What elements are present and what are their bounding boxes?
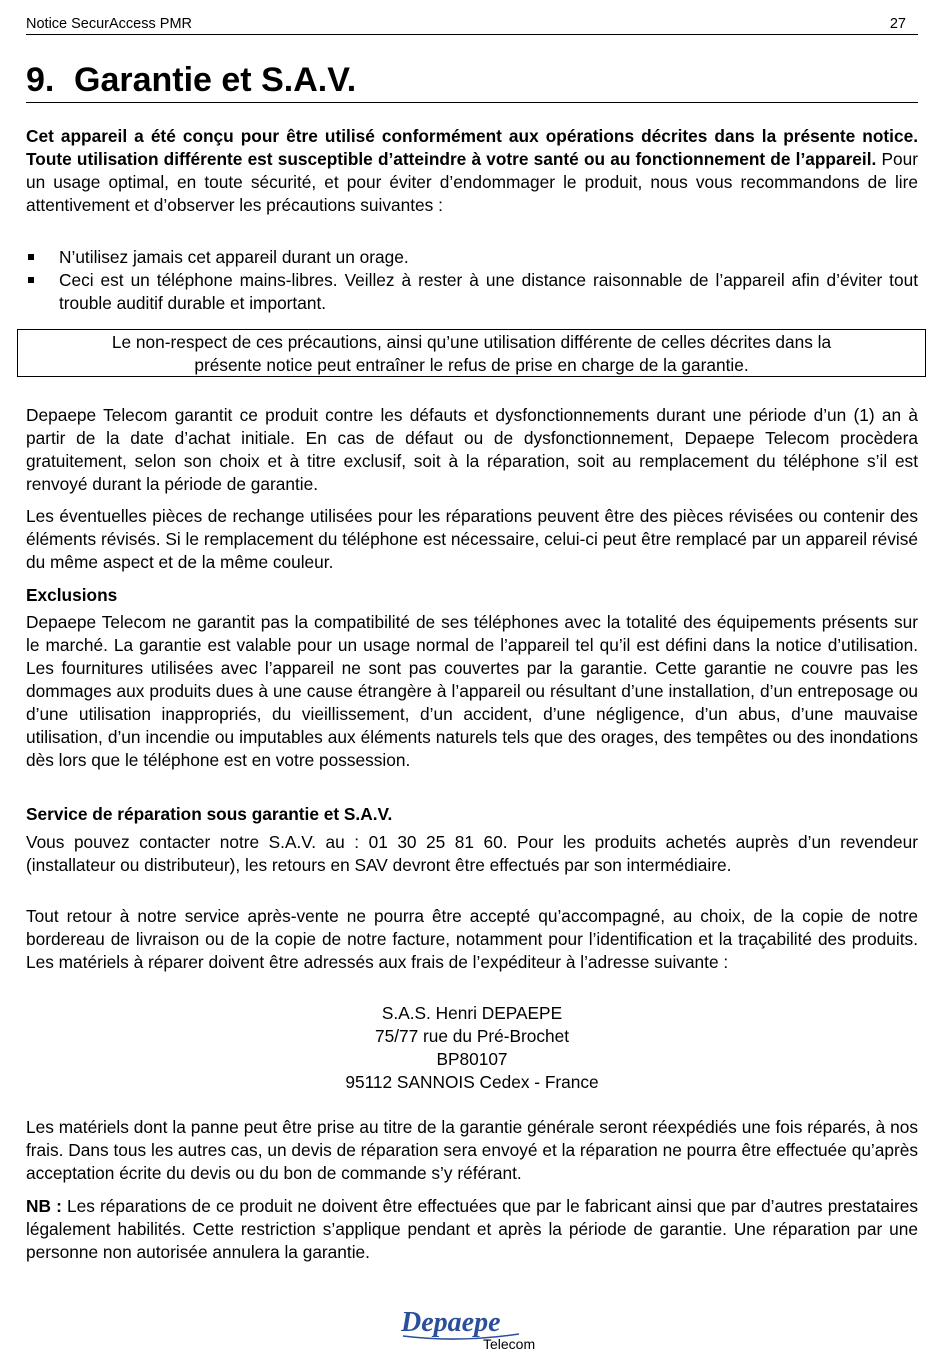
sav-contact-paragraph: Vous pouvez contacter notre S.A.V. au : 01 30 25 81 60. Pour les produits achetés auprès d’un revendeur (installateur ou distributeur), les retours en SAV devront être effectués par son intermédiaire. [26, 832, 918, 875]
notice-line-2: présente notice peut entraîner le refus de prise en charge de la garantie. [194, 355, 749, 375]
depaepe-telecom-logo [399, 1303, 559, 1351]
list-item-text: Ceci est un téléphone mains-libres. Veillez à rester à une distance raisonnable de l’appareil afin d’éviter tout trouble auditif durable et important. [59, 270, 918, 313]
square-bullet-icon [28, 254, 34, 260]
warning-notice-box [17, 329, 926, 377]
chapter-heading [26, 58, 918, 103]
spare-parts-paragraph: Les éventuelles pièces de rechange utilisées pour les réparations peuvent être des pièces révisées ou contenir des éléments révisés. Si le remplacement du téléphone est nécessaire, celui-ci peut être remplacé par un appareil révisé du même aspect et de la même couleur. [26, 506, 918, 572]
address-line: 75/77 rue du Pré-Brochet [374, 1026, 570, 1046]
running-header [26, 14, 918, 35]
list-item [26, 246, 918, 269]
list-item [26, 269, 918, 315]
square-bullet-icon [28, 277, 34, 283]
sav-heading: Service de réparation sous garantie et S.A.V. [26, 804, 393, 824]
notice-line-1: Le non-respect de ces précautions, ainsi qu’une utilisation différente de celles décrites dans la [111, 332, 832, 352]
logo-brand: Depaepe [401, 1307, 501, 1338]
reshipping-paragraph: Les matériels dont la panne peut être prise au titre de la garantie générale seront réexpédiés une fois réparés, à nos frais. Dans tous les autres cas, un devis de réparation sera envoyé et la réparation ne pourra être effectuée qu’après acceptation écrite du devis ou du bon de commande s’y référant. [26, 1117, 918, 1183]
intro-bold-text: Cet appareil a été conçu pour être utilisé conformément aux opérations décrites dans la présente notice. Toute utilisation différente est susceptible d’atteindre à votre santé ou au fonctionnement de l’appareil. [26, 126, 918, 169]
address-line: BP80107 [436, 1049, 508, 1069]
exclusions-heading: Exclusions [26, 585, 118, 605]
precautions-list [26, 246, 918, 315]
address-line: S.A.S. Henri DEPAEPE [381, 1003, 563, 1023]
intro-text: Pour un usage optimal, en toute sécurité, et pour éviter d’endommager le produit, nous vous recommandons de lire attentivement et d’observer les précautions suivantes : [26, 149, 918, 215]
return-paragraph: Tout retour à notre service après-vente ne pourra être accepté qu’accompagné, au choix, de la copie de notre bordereau de livraison ou de la copie de notre facture, notamment pour l’identification et la traçabilité des produits. Les matériels à réparer doivent être adressés aux frais de l’expéditeur à l’adresse suivante : [26, 906, 918, 972]
nb-label: NB : [26, 1196, 62, 1216]
page-number: 27 [889, 16, 906, 32]
warranty-paragraph: Depaepe Telecom garantit ce produit contre les défauts et dysfonctionnements durant une période d’un (1) an à partir de la date d’achat initiale. En cas de défaut ou de dysfonctionnement, Depaepe Telecom procèdera gratuitement, selon son choix et à titre exclusif, soit à la réparation, soit au remplacement du téléphone s’il est renvoyé durant la période de garantie. [26, 405, 918, 494]
address-line: 95112 SANNOIS Cedex - France [345, 1072, 599, 1092]
chapter-number: 9. [26, 61, 55, 99]
chapter-title: Garantie et S.A.V. [74, 61, 357, 99]
list-item-text: N’utilisez jamais cet appareil durant un orage. [59, 247, 409, 267]
document-title: Notice SecurAccess PMR [26, 16, 192, 32]
intro-paragraph [26, 125, 918, 217]
logo-sub: Telecom [483, 1336, 536, 1351]
postal-address [26, 1002, 918, 1094]
exclusions-paragraph: Depaepe Telecom ne garantit pas la compatibilité de ses téléphones avec la totalité des équipements présents sur le marché. La garantie est valable pour un usage normal de l’appareil tel qu’il est défini dans la notice d’utilisation. Les fournitures utilisées avec l’appareil ne sont pas couvertes par la garantie. Cette garantie ne couvre pas les dommages aux produits dues à une cause étrangère à l’appareil ou résultant d’une installation, d’un entreposage ou d’une utilisation inappropriés, du vieillissement, d’un accident, d’une négligence, d’un abus, d’une mauvaise utilisation, d’un incendie ou imputables aux éléments naturels tels que des orages, des tempêtes ou des inondations dès lors que le téléphone est en votre possession. [26, 612, 918, 770]
nb-text: Les réparations de ce produit ne doivent être effectuées que par le fabricant ainsi que par d’autres prestataires légalement habilités. Cette restriction s’applique pendant et après la période de garantie. Une réparation par une personne non autorisée annulera la garantie. [26, 1196, 918, 1262]
nb-paragraph [26, 1195, 918, 1264]
